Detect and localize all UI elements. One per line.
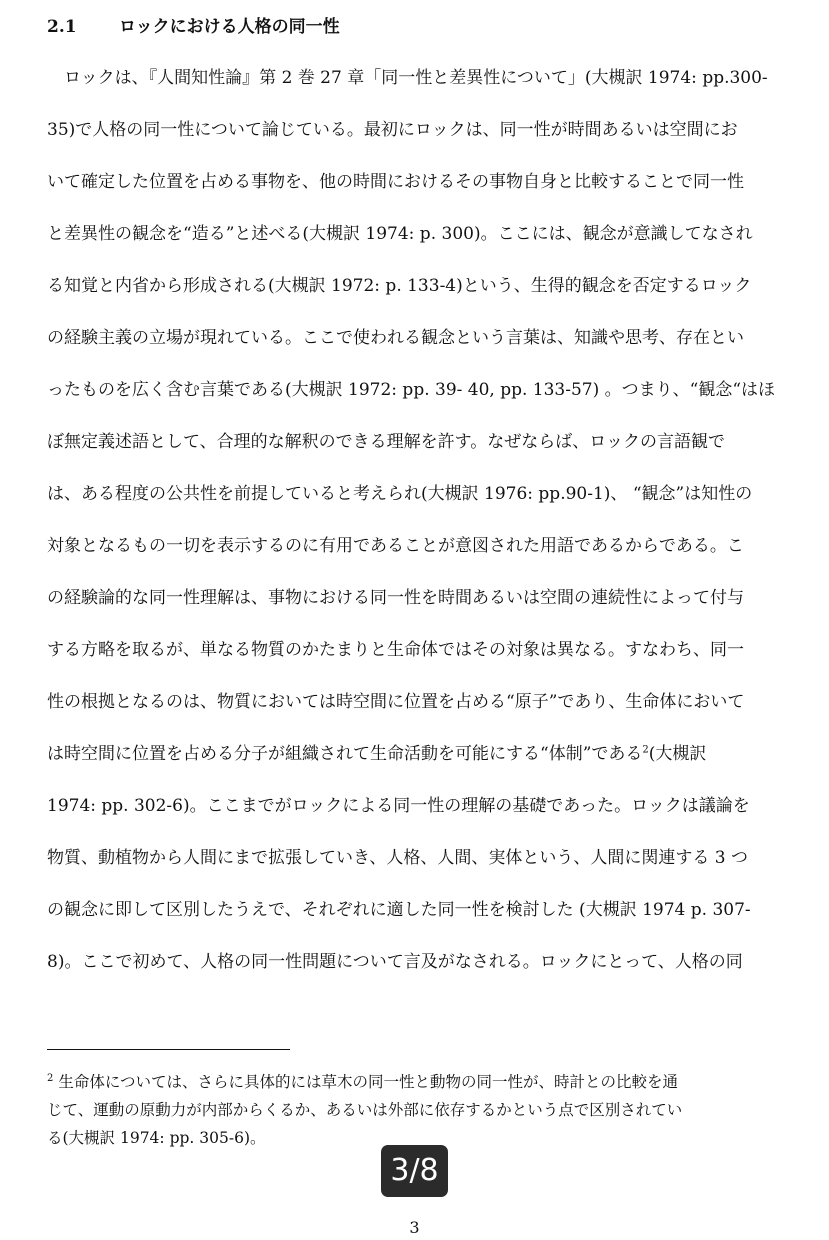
body-line: 性の根拠となるのは、物質においては時空間に位置を占める“原子”であり、生命体において <box>47 692 745 712</box>
body-line: ぼ無定義述語として、合理的な解釈のできる理解を許す。なぜならば、ロックの言語観で <box>47 432 725 452</box>
footnote-line <box>47 1068 678 1096</box>
body-line: の観念に即して区別したうえで、それぞれに適した同一性を検討した (大槻訳 1974 p. 307- <box>47 900 751 920</box>
page-indicator-badge: 3/8 <box>381 1145 448 1197</box>
footnote-line: る(大槻訳 1974: pp. 305-6)。 <box>47 1129 266 1147</box>
footnote-marker: 2 <box>47 1072 54 1084</box>
page-number: 3 <box>409 1218 420 1237</box>
footnote-divider <box>47 1049 290 1050</box>
section-number: 2.1 <box>47 17 77 37</box>
footnote-text: 生命体については、さらに具体的には草木の同一性と動物の同一性が、時計との比較を通 <box>58 1073 679 1091</box>
body-line-text: は時空間に位置を占める分子が組織されて生命活動を可能にする“体制”である <box>47 744 643 764</box>
body-line: と差異性の観念を“造る”と述べる(大槻訳 1974: p. 300)。ここには、観念が意識してなされ <box>47 224 753 244</box>
body-line: 8)。ここで初めて、人格の同一性問題について言及がなされる。ロックにとって、人格の同 <box>47 952 743 972</box>
section-title: ロックにおける人格の同一性 <box>119 17 340 37</box>
footnote-line: じて、運動の原動力が内部からくるか、あるいは外部に依存するかという点で区別されてい <box>47 1101 683 1119</box>
body-line: 35)で人格の同一性について論じている。最初にロックは、同一性が時間あるいは空間にお <box>47 120 738 140</box>
body-line: 1974: pp. 302-6)。ここまでがロックによる同一性の理解の基礎であった。ロックは議論を <box>47 796 750 816</box>
footnote-reference[interactable]: 2 <box>642 744 649 756</box>
body-line: 対象となるもの一切を表示するのに有用であることが意図された用語であるからである。こ <box>47 536 744 556</box>
body-line: ロックは、『人間知性論』第 2 巻 27 章「同一性と差異性について」(大槻訳 1974: pp.300- <box>64 68 768 88</box>
body-line: の経験主義の立場が現れている。ここで使われる観念という言葉は、知識や思考、存在とい <box>47 328 744 348</box>
body-line: ったものを広く含む言葉である(大槻訳 1972: pp. 39- 40, pp. 133-57) 。つまり、“観念“はほ <box>47 380 776 400</box>
body-line-tail: (大槻訳 <box>648 744 707 764</box>
body-line: する方略を取るが、単なる物質のかたまりと生命体ではその対象は異なる。すなわち、同一 <box>47 640 744 660</box>
body-line: 物質、動植物から人間にまで拡張していき、人格、人間、実体という、人間に関連する 3 つ <box>47 848 748 868</box>
body-line: る知覚と内省から形成される(大槻訳 1972: p. 133-4)という、生得的観念を否定するロック <box>47 276 752 296</box>
body-line-with-footnote-ref <box>47 738 706 770</box>
body-line: は、ある程度の公共性を前提していると考えられ(大槻訳 1976: pp.90-1)、 “観念”は知性の <box>47 484 753 504</box>
body-line: いて確定した位置を占める事物を、他の時間におけるその事物自身と比較することで同一性 <box>47 172 744 192</box>
body-line: の経験論的な同一性理解は、事物における同一性を時間あるいは空間の連続性によって付与 <box>47 588 744 608</box>
section-heading <box>47 14 340 40</box>
